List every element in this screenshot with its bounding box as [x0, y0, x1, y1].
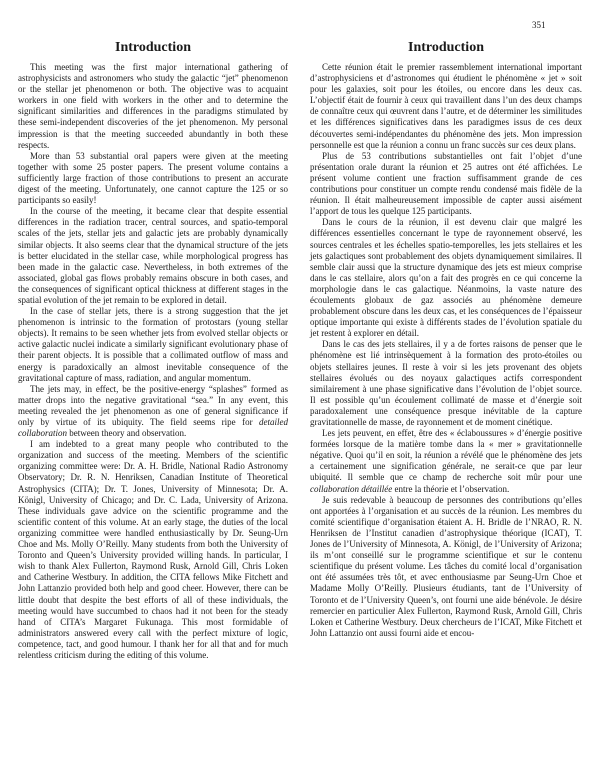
- french-column: [310, 40, 582, 639]
- english-paragraph-5-text: The jets may, in effect, be the positive-energy “splashes” formed as matter drops into the negative gravitational “sea.” In any event, this meeting revealed the jet phenomenon as one of general significance if only by virtue of its ubiquity. The field seems ripe for: [18, 383, 288, 427]
- french-paragraph-1: Cette réunion était le premier rassemblement international important d’astrophysiciens et d’astronomes qui étudient le phénomène « jet » soit pour les galaxies, soit pour les étoiles, ou encore dans les deux cas. L’objectif était de fournir à ceux qui travaillent dans l’un des deux champs de connaître ceux qui œuvrent dans l’autre, et de déterminer les similitudes et les différences significatives dans les paradigmes issus de ces deux découvertes semi-indépendantes du phénomène des jets. Mon impression personnelle est que la réunion a connu un franc succès sur ces deux plans.: [310, 62, 582, 150]
- french-acknowledgements: Je suis redevable à beaucoup de personnes des contributions qu’elles ont apportées à l’organisation et au succès de la réunion. Les membres du comité scientifique d’organisation étaient A. H. Bridle de l’NRAO, R. N. Henriksen de l’Institut canadien d’astrophysique théorique (ICAT), T. Jones de l’University of Minnesota, A. Königl, de l’University of Arizona; ils m’ont conseillé sur le programme scientifique et sur le contenu scientifique du présent volume. Les tâches du comité local d’organisation ont été assumées très tôt, et avec enthousiasme par Seung-Urn Choe et Madame Molly O’Reilly. Plusieurs étudiants, tant de l’University of Toronto et de l’University Queen’s, ont fourni une aide bénévole. Je désire remercier en particulier Alex Fullerton, Raymond Rusk, Arnold Gill, Chris Loken et Catherine Westbury. Deux chercheurs de l’ICAT, Mike Fitchett et John Lattanzio ont aussi fourni aide et encou-: [310, 494, 582, 638]
- english-paragraph-4: In the case of stellar jets, there is a strong suggestion that the jet phenomenon is intrinsic to the formation of protostars (young stellar objects). It remains to be seen whether jets from evolved stellar objects or active galactic nuclei indicate a similarly significant evolutionary phase of their parent objects. It is possible that a collimated outflow of mass and energy is paradoxically an almost inevitable consequence of the gravitational capture of mass, radiation, and angular momentum.: [18, 306, 288, 383]
- french-title: Introduction: [408, 40, 484, 55]
- french-paragraph-4: Dans le cas des jets stellaires, il y a de fortes raisons de penser que le phénomène est lié intrinsèquement à la formation des proto-étoiles ou objets stellaires jeunes. Il reste à voir si les jets provenant des objets stellaires évolués ou des noyaux galactiques actifs correspondent similairement à une phase significative dans l’évolution de l’objet source. Il est possible qu’un écoulement collimaté de masse et d’énergie soit paradoxalement une conséquence presque inévitable de la capture gravitationnelle de masse, de rayonnement et de moment cinétique.: [310, 339, 582, 427]
- french-collab-tail: entre la théorie et l’observation.: [392, 483, 510, 494]
- english-paragraph-2: More than 53 substantial oral papers were given at the meeting together with some 25 poster papers. The present volume contains a sufficiently large fraction of those contributions to present an accurate digest of the meeting. Unfortunately, one cannot capture the 125 or so participants so easily!: [18, 150, 288, 206]
- english-paragraph-5: [18, 384, 288, 439]
- english-paragraph-1: This meeting was the first major international gathering of astrophysicists and astronomers who study the galactic “jet” phenomenon or the stellar jet phenomenon or both. The objective was to acquaint workers in one field with workers in the other and to determine the significant similarities and differences in the paradigms stimulated by these semi-independent discoveries of the jet phenomenon. My personal impression is that the meeting succeeded abundantly in both these respects.: [18, 62, 288, 150]
- page-number: 351: [532, 20, 546, 30]
- english-collab-tail: between theory and observation.: [67, 428, 187, 439]
- french-paragraph-2: Plus de 53 contributions substantielles ont fait l’objet d’une présentation orale durant la réunion et 25 autres ont été affichées. Le présent volume contient une fraction suffisamment grande de ces contributions pour constituer un compte rendu condensé mais fidèle de la réunion. Il était malheureusement impossible de capter aussi aisément l’apport de tous les quelque 125 participants.: [310, 150, 582, 217]
- french-paragraph-5: [310, 428, 582, 495]
- english-column: [18, 40, 288, 661]
- french-paragraph-3: Dans le cours de la réunion, il est devenu clair que malgré les différences essentielles concernant le type de rayonnement observé, les sources centrales et les échelles spatio-temporelles, les jets stellaires et les jets galactiques sont probablement des objets dynamiquement similaires. Il semble clair aussi que la structure dynamique des jets est mieux comprise dans le cas stellaire, alors qu’on a fait des progrès en ce qui concerne la morphologie dans le cas galactique. Néanmoins, la vaste nature des écoulements globaux de gaz associés au phénomène demeure probablement obscure dans les deux cas, et les conséquences de l’épaisseur optique importante qui existe à différents stades de l’évolution spatiale du jet restent à explorer en détail.: [310, 217, 582, 339]
- french-paragraph-5-text: Les jets peuvent, en effet, être des « éclaboussures » d’énergie positive formées lorsque de la matière tombe dans la « mer » gravitationnelle négative. Quoi qu’il en soit, la réunion a révélé que le phénomène des jets a certainement une signification générale, ne serait-ce que par leur ubiquité. Il semble que ce champ de recherche soit mûr pour une: [310, 428, 582, 483]
- english-title: Introduction: [115, 40, 191, 55]
- english-collab-phrase: detailed collaboration: [18, 417, 289, 439]
- english-paragraph-3: In the course of the meeting, it became clear that despite essential differences in the radiation tracer, central sources, and spatio-temporal scales of the jets, stellar jets and galactic jets are probably dynamically similar objects. It also seems clear that the dynamical structure of the jets is better elucidated in the stellar case, while morphological progress has been made in the galactic case. Nevertheless, in both extremes of the associated, global gas flows probably remains obscure in both cases, and the consequences of significant optical thickness at different stages in the spatial evolution of the jet remain to be explored in detail.: [18, 206, 288, 305]
- english-acknowledgements: I am indebted to a great many people who contributed to the organization and success of the meeting. Members of the scientific organizing committee were: Dr. A. H. Bridle, National Radio Astronomy Observatory; Dr. R. N. Henriksen, Canadian Institute of Theoretical Astrophysics (CITA); Dr. T. Jones, University of Minnesota; Dr. A. Königl, University of Chicago; and Dr. C. Lada, University of Arizona. These individuals gave advice on the scientific programme and the scientific content of this volume. At an early stage, the duties of the local organizing committee were handled enthusiastically by Dr. Seung-Urn Choe and Ms. Molly O’Reilly. Many students from both the University of Toronto and Queen’s University provided willing hands. In particular, I wish to thank Alex Fullerton, Raymond Rusk, Arnold Gill, Chris Loken and Catherine Westbury. In addition, the CITA fellows Mike Fitchett and John Lattanzio provided both help and good cheer. However, there can be little doubt that despite the best efforts of all of these individuals, the meeting would have succumbed to chaos had it not been for the steady hand of CITA’s Margaret Fukunaga. This most formidable of administrators answered every call with the perfect mixture of logic, competence, tact, and good humour. I thank her for all that and for much relentless criticism during the editing of this volume.: [18, 439, 288, 660]
- french-collab-phrase: collaboration détaillée: [310, 483, 393, 494]
